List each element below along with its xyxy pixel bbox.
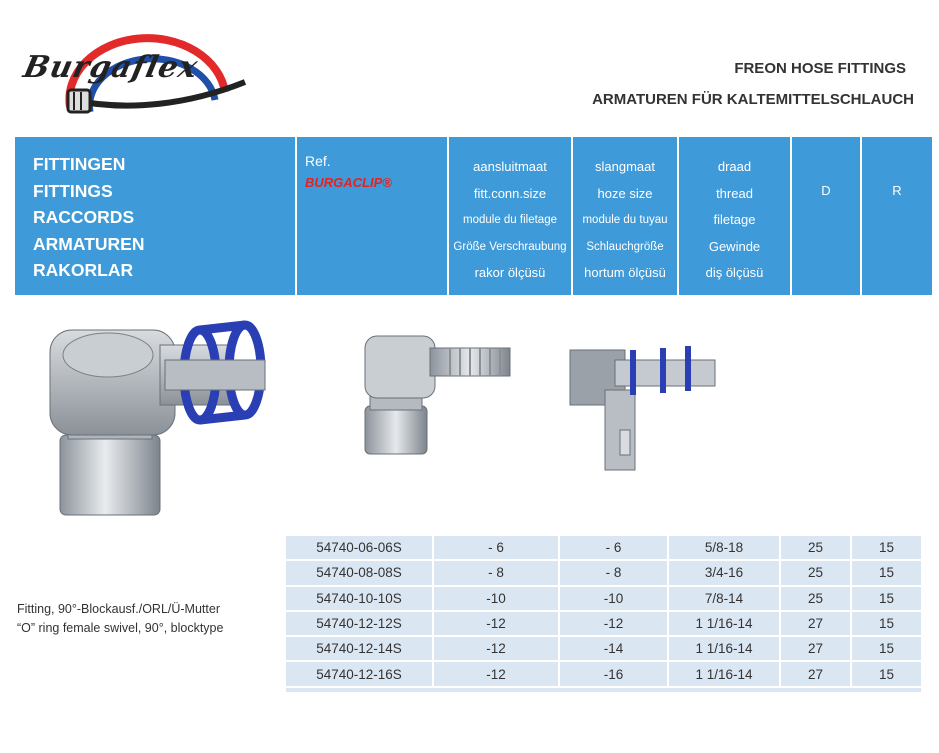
burgaclip-brand: BURGACLIP® <box>305 175 392 190</box>
cell-thread: 7/8-14 <box>669 587 781 610</box>
fittings-label-nl: FITTINGEN <box>33 154 126 174</box>
cell-hose: -12 <box>560 612 669 635</box>
cell-ref: 54740-12-16S <box>286 662 434 685</box>
cell-conn: -12 <box>434 637 560 660</box>
thread-label-fr: filetage <box>713 212 756 227</box>
cell-conn: -10 <box>434 587 560 610</box>
thread-label-de: Gewinde <box>708 238 761 254</box>
fitting-image-cutaway <box>560 320 730 490</box>
thread-label-nl: draad <box>717 159 752 174</box>
cell-hose: - 6 <box>560 536 669 559</box>
draad-header <box>679 137 792 295</box>
ref-label: Ref. <box>305 153 331 169</box>
cell-ref: 54740-12-14S <box>286 637 434 660</box>
table-row <box>286 587 921 610</box>
d-label: D <box>821 183 831 198</box>
cell-d: 25 <box>781 561 852 584</box>
cell-thread: 3/4-16 <box>669 561 781 584</box>
hose-label-de: Schlauchgröße <box>586 240 664 253</box>
conn-label-de: Größe Verschraubung <box>453 240 567 253</box>
cell-hose: -16 <box>560 662 669 685</box>
cell-d: 25 <box>781 587 852 610</box>
cell-r: 15 <box>878 540 895 556</box>
hose-label-tr: hortum ölçüsü <box>584 265 666 280</box>
cell-conn: - 6 <box>434 536 560 559</box>
column-header-band <box>15 137 932 295</box>
cell-conn: -12 <box>434 662 560 685</box>
hose-label-en: hoze size <box>597 185 653 201</box>
table-row <box>286 536 921 559</box>
cell-d: 27 <box>781 637 852 660</box>
hose-label-nl: slangmaat <box>595 159 655 174</box>
cell-r: 15 <box>878 641 895 657</box>
caption-german: Fitting, 90°-Blockausf./ORL/Ü-Mutter <box>17 602 220 616</box>
fittings-label-fr: RACCORDS <box>33 207 135 227</box>
cell-conn: -12 <box>434 612 560 635</box>
cell-ref: 54740-08-08S <box>286 561 434 584</box>
cell-thread: 5/8-18 <box>669 536 781 559</box>
fittings-label-de: ARMATUREN <box>33 233 145 254</box>
burgaflex-logo <box>10 12 260 127</box>
aansluitmaat-header <box>449 137 573 295</box>
cell-hose: - 8 <box>560 561 669 584</box>
thread-label-tr: diş ölçüsü <box>705 265 764 280</box>
d-header <box>792 137 862 295</box>
cell-d: 27 <box>781 662 852 685</box>
fittings-table <box>286 536 921 692</box>
title-german: ARMATUREN FÜR KALTEMITTELSCHLAUCH <box>592 91 914 108</box>
logo-wordmark: Burgaflex <box>20 50 202 85</box>
table-footer-strip <box>286 688 921 692</box>
cell-r: 15 <box>878 565 895 581</box>
fittings-label-tr: RAKORLAR <box>33 260 134 280</box>
cell-hose: -14 <box>560 637 669 660</box>
title-english: FREON HOSE FITTINGS <box>734 60 906 77</box>
slangmaat-header <box>573 137 679 295</box>
cell-thread: 1 1/16-14 <box>669 662 781 685</box>
fitting-image-medium <box>355 316 515 496</box>
table-row <box>286 561 921 584</box>
r-label: R <box>892 183 902 198</box>
fitting-image-large <box>20 305 280 545</box>
cell-thread: 1 1/16-14 <box>669 612 781 635</box>
conn-label-en: fitt.conn.size <box>473 185 547 201</box>
cell-ref: 54740-10-10S <box>286 587 434 610</box>
cell-thread: 1 1/16-14 <box>669 637 781 660</box>
fittings-header <box>15 137 297 295</box>
conn-label-nl: aansluitmaat <box>473 159 547 174</box>
cell-conn: - 8 <box>434 561 560 584</box>
cell-r: 15 <box>878 590 895 606</box>
conn-label-fr: module du filetage <box>463 214 557 226</box>
cell-hose: -10 <box>560 587 669 610</box>
cell-d: 25 <box>781 536 852 559</box>
table-row <box>286 662 921 685</box>
thread-label-en: thread <box>716 185 753 201</box>
r-header <box>862 137 932 295</box>
cell-d: 27 <box>781 612 852 635</box>
cell-ref: 54740-06-06S <box>286 536 434 559</box>
caption-english: “O” ring female swivel, 90°, blocktype <box>17 621 224 635</box>
table-row <box>286 612 921 635</box>
table-row <box>286 637 921 660</box>
hose-label-fr: module du tuyau <box>582 214 668 226</box>
fittings-label-en: FITTINGS <box>33 180 113 201</box>
ref-header <box>297 137 449 295</box>
cell-r: 15 <box>878 666 895 682</box>
conn-label-tr: rakor ölçüsü <box>474 265 546 280</box>
cell-r: 15 <box>878 616 895 632</box>
product-caption <box>17 600 223 638</box>
cell-ref: 54740-12-12S <box>286 612 434 635</box>
